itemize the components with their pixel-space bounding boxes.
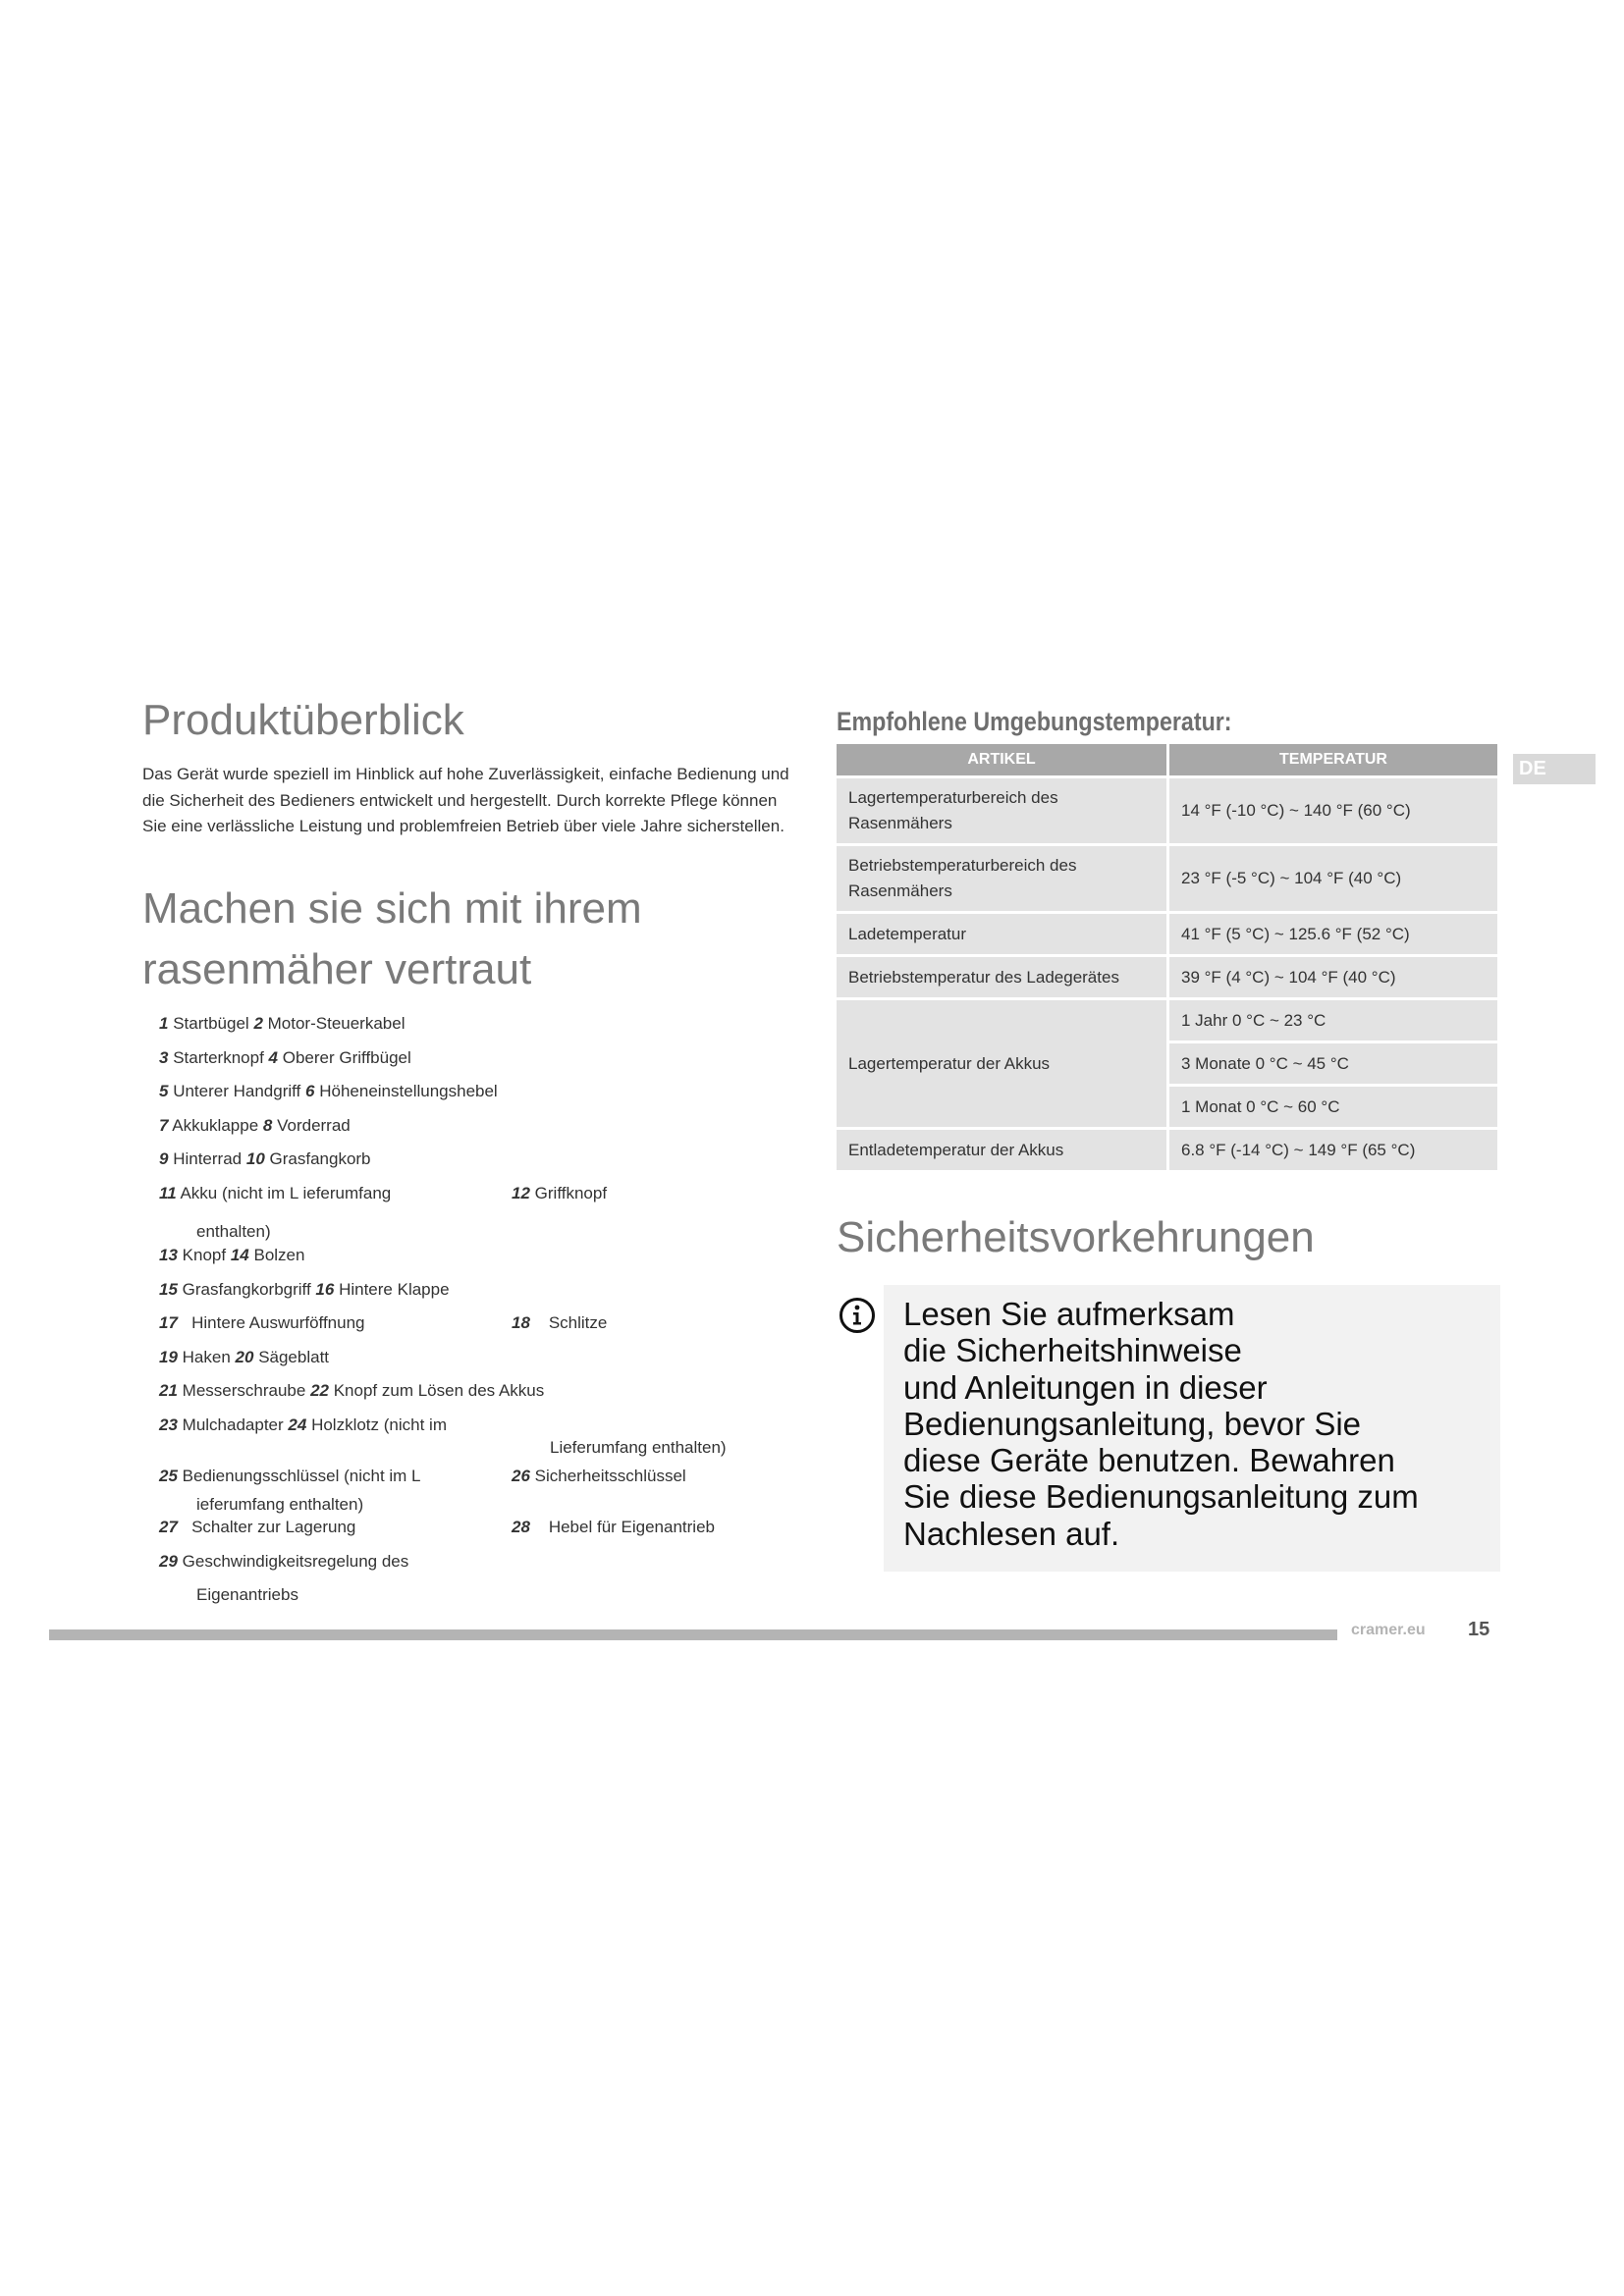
list-item: 17 Hintere Auswurföffnung bbox=[159, 1313, 365, 1332]
familiar-title bbox=[142, 879, 642, 1000]
list-item: 11 Akku (nicht im L ieferumfang bbox=[159, 1184, 392, 1202]
table-row: Entladetemperatur der Akkus 6.8 °F (-14 °C) ~ 149 °F (65 °C) bbox=[837, 1130, 1497, 1170]
language-tab: DE bbox=[1513, 754, 1596, 784]
table-row: Lagertemperaturbereich des Rasenmähers 14 °F (-10 °C) ~ 140 °F (60 °C) bbox=[837, 778, 1497, 843]
footer-divider bbox=[49, 1629, 1337, 1640]
list-item: 1 Startbügel 2 Motor-Steuerkabel bbox=[159, 1014, 406, 1033]
list-item: 5 Unterer Handgriff 6 Höheneinstellungshebel bbox=[159, 1082, 498, 1100]
footer-website: cramer.eu bbox=[1351, 1622, 1426, 1638]
table-header-row bbox=[837, 744, 1497, 775]
familiar-title-line1: Machen sie sich mit ihrem bbox=[142, 884, 642, 933]
list-item: 28 Hebel für Eigenantrieb bbox=[512, 1518, 715, 1536]
list-item: 23 Mulchadapter 24 Holzklotz (nicht im bbox=[159, 1415, 447, 1434]
list-item: 12 Griffknopf bbox=[512, 1184, 608, 1202]
table-row: Betriebstemperaturbereich des Rasenmähers 23 °F (-5 °C) ~ 104 °F (40 °C) bbox=[837, 846, 1497, 911]
list-item: 7 Akkuklappe 8 Vorderrad bbox=[159, 1116, 351, 1135]
table-row: 1 Monat 0 °C ~ 60 °C bbox=[837, 1087, 1497, 1127]
list-item: 15 Grasfangkorbgriff 16 Hintere Klappe bbox=[159, 1280, 450, 1299]
list-item: 21 Messerschraube 22 Knopf zum Lösen des Akkus bbox=[159, 1381, 545, 1400]
list-item: 18 Schlitze bbox=[512, 1313, 608, 1332]
list-item: 26 Sicherheitsschlüssel bbox=[512, 1467, 686, 1485]
familiar-title-line2: rasenmäher vertraut bbox=[142, 945, 532, 993]
table-row: Ladetemperatur 41 °F (5 °C) ~ 125.6 °F (52 °C) bbox=[837, 914, 1497, 954]
info-icon bbox=[839, 1297, 876, 1334]
safety-title: Sicherheitsvorkehrungen bbox=[837, 1213, 1315, 1261]
list-item: 13 Knopf 14 Bolzen bbox=[159, 1246, 305, 1264]
overview-title: Produktüberblick bbox=[142, 696, 464, 744]
warning-text: Lesen Sie aufmerksam die Sicherheitshinweise und Anleitungen in dieser Bedienungsanleitung, bevor Sie diese Geräte benutzen. Bewahren Sie diese Bedienungsanleitung zum Nachlesen auf. bbox=[903, 1296, 1419, 1552]
list-item: 3 Starterknopf 4 Oberer Griffbügel bbox=[159, 1048, 411, 1067]
list-item: 9 Hinterrad 10 Grasfangkorb bbox=[159, 1149, 371, 1168]
table-row: Betriebstemperatur des Ladegerätes 39 °F (4 °C) ~ 104 °F (40 °C) bbox=[837, 957, 1497, 997]
list-item-continuation: enthalten) bbox=[196, 1222, 271, 1241]
table-row: Lagertemperatur der Akkus 1 Jahr 0 °C ~ 23 °C bbox=[837, 1000, 1497, 1041]
list-item: 29 Geschwindigkeitsregelung des bbox=[159, 1552, 409, 1571]
column-header: ARTIKEL bbox=[837, 744, 1166, 775]
list-item: 27 Schalter zur Lagerung bbox=[159, 1518, 356, 1536]
list-item-continuation: Eigenantriebs bbox=[196, 1585, 298, 1604]
list-item: 19 Haken 20 Sägeblatt bbox=[159, 1348, 330, 1366]
temp-title: Empfohlene Umgebungstemperatur: bbox=[837, 707, 1232, 736]
list-item-continuation: ieferumfang enthalten) bbox=[196, 1495, 364, 1514]
column-header: TEMPERATUR bbox=[1169, 744, 1497, 775]
temperature-table bbox=[834, 741, 1500, 1173]
page-number: 15 bbox=[1468, 1619, 1490, 1640]
list-item: 25 Bedienungsschlüssel (nicht im L bbox=[159, 1467, 421, 1485]
table-row: 3 Monate 0 °C ~ 45 °C bbox=[837, 1043, 1497, 1084]
list-item-continuation: Lieferumfang enthalten) bbox=[550, 1438, 727, 1457]
overview-text: Das Gerät wurde speziell im Hinblick auf hohe Zuverlässigkeit, einfache Bedienung und die Sicherheit des Bedieners entwickelt und hergestellt. Durch korrekte Pflege können Sie eine verlässliche Leistung und problemfreien Betrieb über viele Jahre sicherstellen. bbox=[142, 765, 789, 835]
